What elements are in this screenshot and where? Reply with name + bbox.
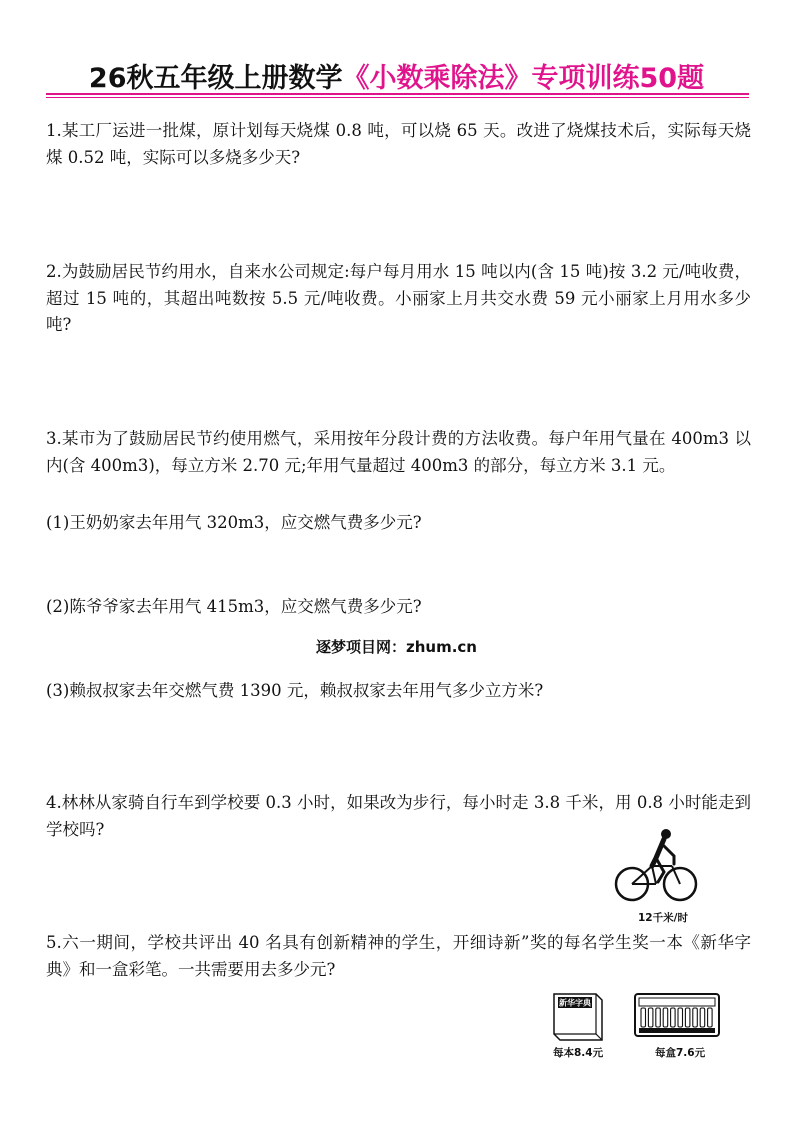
- pen-icon: [700, 1008, 705, 1027]
- title-suffix: 专项训练50题: [531, 63, 705, 94]
- pen-icon: [693, 1008, 698, 1027]
- dictionary-price-caption: 每本8.4元: [553, 1047, 604, 1059]
- title-highlight: 《小数乘除法》: [342, 63, 532, 94]
- pens-price-caption: 每盒7.6元: [655, 1047, 706, 1059]
- colored-pens-illustration: [633, 992, 721, 1038]
- pen-icon: [663, 1008, 668, 1027]
- bicycle-speed-caption: 12千米/时: [638, 912, 688, 924]
- pen-icon: [671, 1008, 676, 1027]
- watermark: 逐梦项目网：zhum.cn: [316, 638, 477, 656]
- question-3-part-2: (2)陈爷爷家去年用气 415m3，应交燃气费多少元?: [46, 597, 422, 616]
- question-2: 2.为鼓励居民节约用水，自来水公司规定:每户每月用水 15 吨以内(含 15 吨)按 3.2 元/吨收费，超过 15 吨的，其超出吨数按 5.5 元/吨收费。小丽家上月共交水费 59 元小丽家上月用水多少吨?: [46, 262, 751, 334]
- question-1: 1.某工厂运进一批煤，原计划每天烧煤 0.8 吨，可以烧 65 天。改进了烧煤技术后，实际每天烧煤 0.52 吨，实际可以多烧多少天?: [46, 121, 751, 167]
- pen-icon: [678, 1008, 683, 1027]
- pen-icon: [648, 1008, 653, 1027]
- page-title: [0, 56, 793, 95]
- pen-icon: [708, 1008, 713, 1027]
- title-underline: [46, 93, 749, 98]
- question-5: 5.六一期间，学校共评出 40 名具有创新精神的学生，开细诗新”奖的每名学生奖一本《新华字典》和一盒彩笔。一共需要用去多少元?: [46, 933, 751, 979]
- pen-icon: [656, 1008, 661, 1027]
- question-4: 4.林林从家骑自行车到学校要 0.3 小时，如果改为步行，每小时走 3.8 千米，用 0.8 小时能走到学校吗?: [46, 793, 751, 839]
- bicycle-rider-illustration: [612, 826, 702, 906]
- title-prefix: 26秋五年级上册数学: [88, 63, 343, 94]
- pen-icon: [641, 1008, 646, 1027]
- question-3-part-1: (1)王奶奶家去年用气 320m3，应交燃气费多少元?: [46, 513, 422, 532]
- pen-icon: [685, 1008, 690, 1027]
- dictionary-cover-title: 新华字典: [559, 998, 591, 1008]
- dictionary-illustration: [550, 990, 606, 1042]
- question-3-part-3: (3)赖叔叔家去年交燃气费 1390 元，赖叔叔家去年用气多少立方米?: [46, 681, 544, 700]
- question-3: 3.某市为了鼓励居民节约使用燃气，采用按年分段计费的方法收费。每户年用气量在 400m3 以内(含 400m3)，每立方米 2.70 元;年用气量超过 400m3 的部分，每立方米 3.1 元。: [46, 429, 751, 475]
